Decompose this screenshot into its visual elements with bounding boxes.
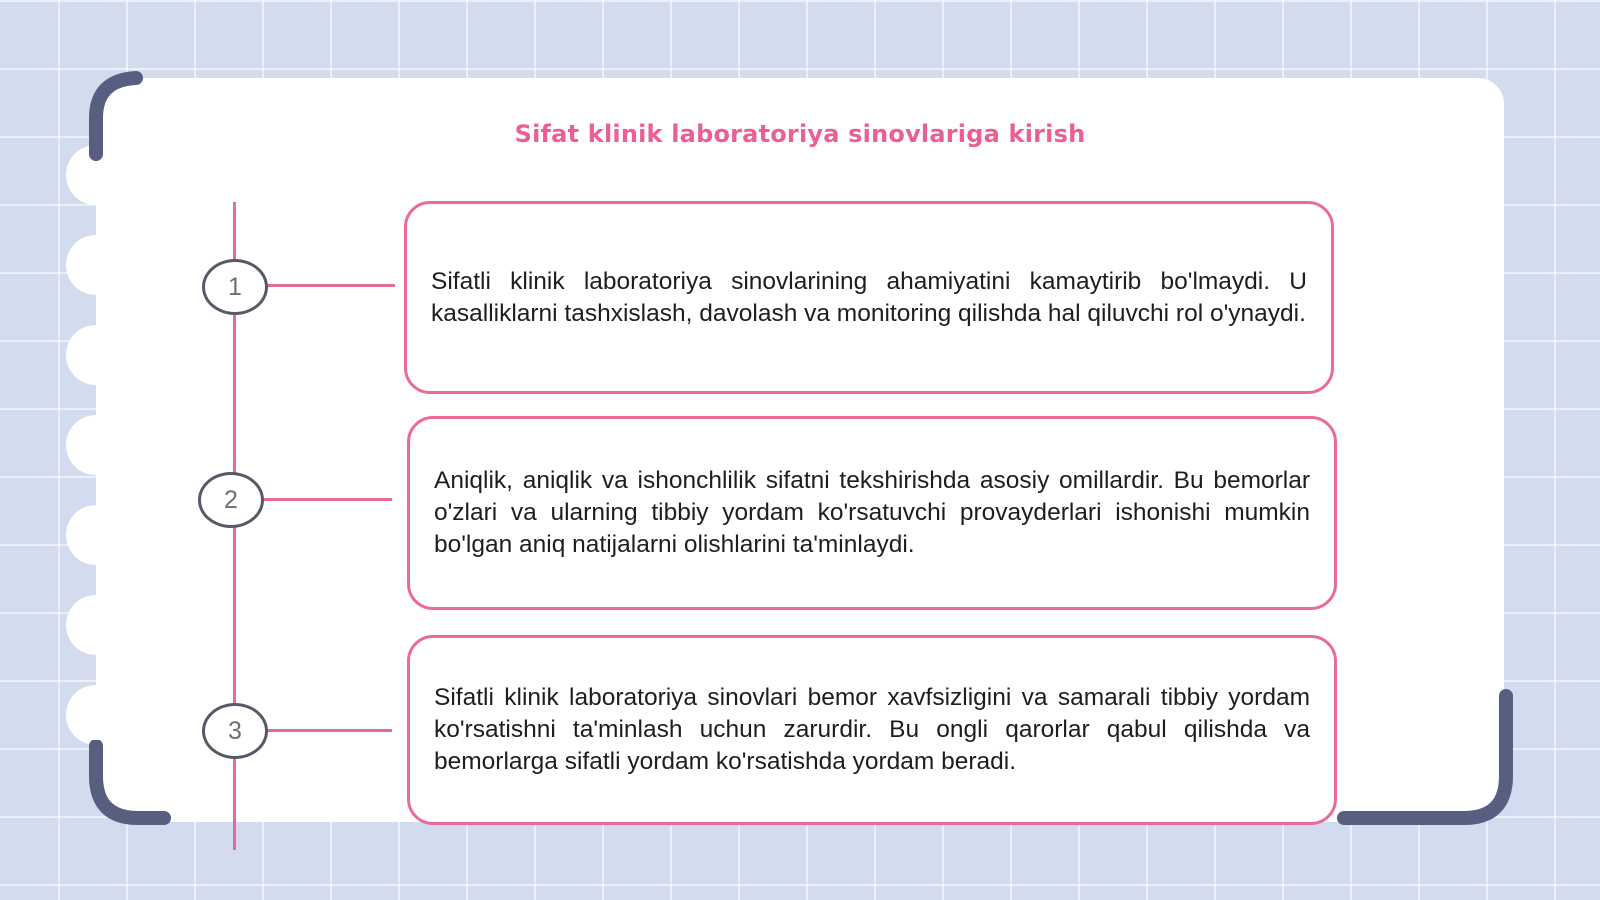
connector-1 bbox=[267, 284, 395, 287]
slide-title: Sifat klinik laboratoriya sinovlariga kirish bbox=[514, 120, 1086, 148]
step-text: Sifatli klinik laboratoriya sinovlari bemor xavfsizligini va samarali tibbiy yordam ko'rsatishni ta'minlash uchun zarurdir. Bu ongli qarorlar qabul qilishda va bemorlarga sifatli yordam ko'rsatishda yordam beradi. bbox=[434, 684, 1310, 775]
step-text: Aniqlik, aniqlik va ishonchlilik sifatni tekshirishda asosiy omillardir. Bu bemorlar o'zlari va ularning tibbiy yordam ko'rsatuvchi provayderlari ishonishi mumkin bo'lgan aniq natijalarni olishlarini ta'minlaydi. bbox=[434, 467, 1310, 558]
step-number: 2 bbox=[224, 485, 238, 514]
step-number: 1 bbox=[228, 272, 242, 301]
step-card-1 bbox=[404, 201, 1334, 394]
connector-3 bbox=[267, 729, 392, 732]
step-marker-3 bbox=[202, 703, 268, 759]
step-marker-2 bbox=[198, 472, 264, 528]
step-marker-1 bbox=[202, 259, 268, 315]
step-number: 3 bbox=[228, 716, 242, 745]
step-text: Sifatli klinik laboratoriya sinovlarining ahamiyatini kamaytirib bo'lmaydi. U kasalliklarni tashxislash, davolash va monitoring qilishda hal qiluvchi rol o'ynaydi. bbox=[431, 267, 1307, 327]
step-card-3 bbox=[407, 635, 1337, 825]
step-card-2 bbox=[407, 416, 1337, 610]
connector-2 bbox=[264, 498, 392, 501]
